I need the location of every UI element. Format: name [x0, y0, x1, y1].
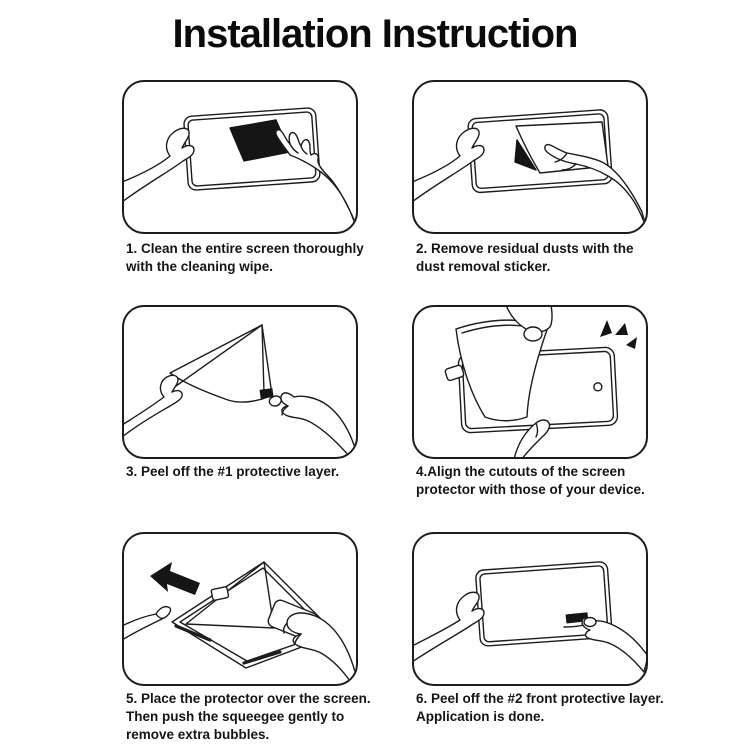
step-1-panel	[122, 80, 358, 234]
step-2-caption	[416, 240, 706, 276]
caption-line: 6. Peel off the #2 front protective layer.	[416, 691, 664, 706]
step-6-illustration	[414, 534, 646, 684]
caption-line: remove extra bubbles.	[126, 726, 270, 742]
caption-line: with the cleaning wipe.	[126, 258, 274, 274]
caption-line: 5. Place the protector over the screen.	[126, 691, 371, 706]
right-hand-icon	[281, 393, 356, 457]
step-5-caption	[126, 690, 416, 743]
caption-line: 1. Clean the entire screen thoroughly	[126, 241, 364, 256]
protector-tab-icon	[445, 365, 465, 382]
caption-line: Then push the squeegee gently to	[126, 708, 345, 724]
step-3-illustration	[124, 307, 356, 457]
camera-hole-icon	[594, 383, 602, 391]
left-hand-icon	[414, 592, 484, 662]
step-3-panel	[122, 305, 358, 459]
step-4-caption	[416, 463, 706, 499]
step-6-panel	[412, 532, 648, 686]
step-5-panel	[122, 532, 358, 686]
caption-line: 3. Peel off the #1 protective layer.	[126, 464, 340, 479]
caption-line: 4.Align the cutouts of the screen	[416, 464, 626, 479]
emphasis-marks-icon	[600, 320, 637, 349]
step-2-panel	[412, 80, 648, 234]
left-hand-icon	[124, 375, 182, 437]
step-1-caption	[126, 240, 416, 276]
step-3-caption	[126, 463, 416, 481]
protective-film-icon	[170, 325, 272, 402]
step-5-illustration	[124, 534, 356, 684]
caption-line: protector with those of your device.	[416, 481, 645, 497]
caption-line: 2. Remove residual dusts with the	[416, 241, 634, 256]
page-title: Installation Instruction	[172, 12, 578, 56]
direction-arrow-icon	[150, 562, 200, 595]
left-hand-icon	[124, 128, 194, 202]
caption-line: dust removal sticker.	[416, 258, 551, 274]
step-4-illustration	[414, 307, 646, 457]
step-1-illustration	[124, 82, 356, 232]
caption-line: Application is done.	[416, 708, 545, 724]
step-4-panel	[412, 305, 648, 459]
step-2-illustration	[414, 82, 646, 232]
step-6-caption	[416, 690, 706, 726]
left-hand-icon	[414, 128, 484, 202]
left-hand-icon	[124, 607, 171, 640]
